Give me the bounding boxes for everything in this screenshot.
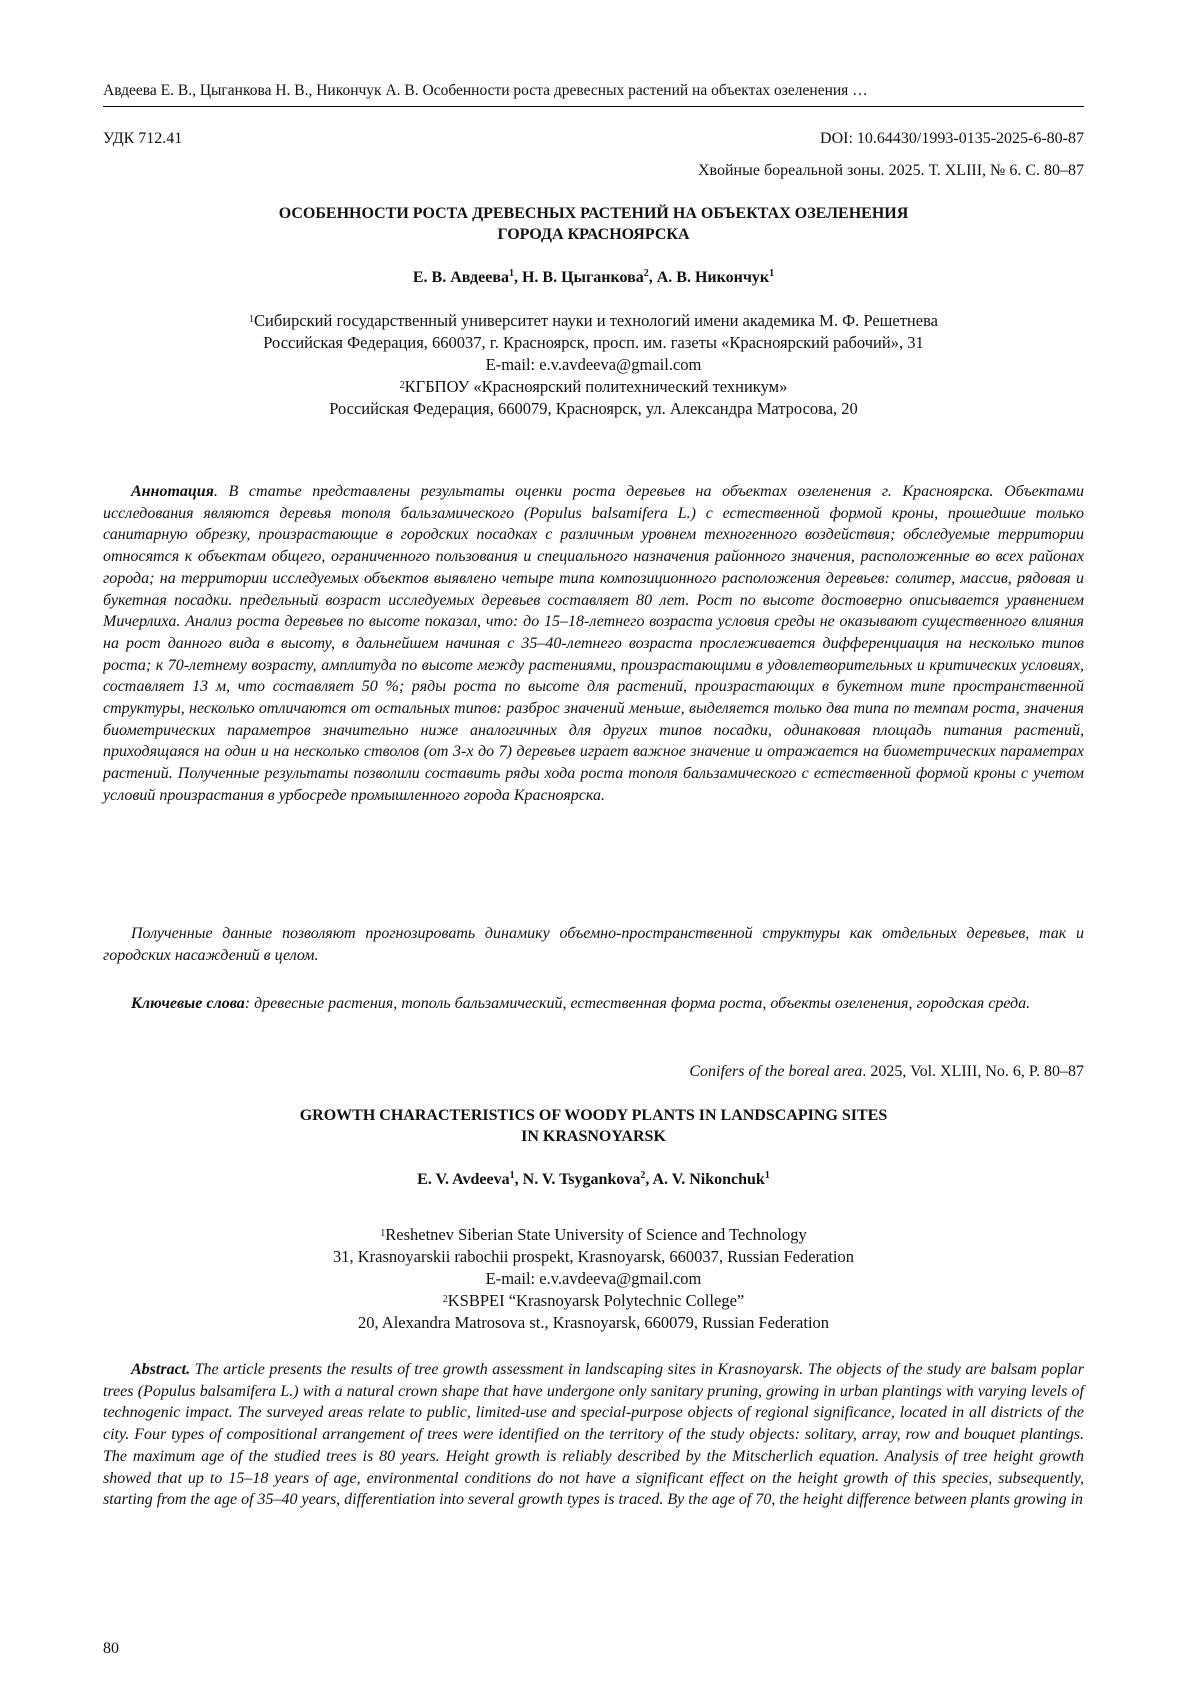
ru-affiliation-1-address: Российская Федерация, 660037, г. Красноярск, просп. им. газеты «Красноярский рабочий», 31 [263,333,924,352]
ru-abstract [103,481,1084,807]
en-author-1: E. V. Avdeeva [417,1171,510,1188]
ru-affil-2-name: КГБПОУ «Красноярский политехнический техникум» [404,377,788,396]
ru-affil-1-name: Сибирский государственный университет науки и технологий имени академика М. Ф. Решетнева [254,311,938,330]
doi[interactable]: DOI: 10.64430/1993-0135-2025-6-80-87 [820,130,1084,147]
ru-author-2-sup: 2 [643,268,649,279]
page-number: 80 [103,1640,119,1657]
en-email[interactable]: E-mail: e.v.avdeeva@gmail.com [485,1269,702,1288]
ru-keywords-text: : древесные растения, тополь бальзамический, естественная форма роста, объекты озеленения, городская среда. [244,995,1031,1012]
ru-author-3-sup: 1 [769,268,775,279]
ru-author-3: А. В. Никончук [656,269,770,286]
ru-email[interactable]: E-mail: e.v.avdeeva@gmail.com [485,355,702,374]
ru-title-line-1: ОСОБЕННОСТИ РОСТА ДРЕВЕСНЫХ РАСТЕНИЙ НА ОБЪЕКТАХ ОЗЕЛЕНЕНИЯ [278,205,909,222]
ru-affiliation-1 [103,310,1084,332]
en-author-1-sup: 1 [509,1170,515,1181]
ru-abstract-text: . В статье представлены результаты оценки роста деревьев на объектах озеленения г. Красноярска. Объектами исследования являются деревья тополя бальзамического (Populus balsamifera L.) с естественной формой кроны, прошедшие только санитарную обрезку, произрастающие в городских посадках с различным уровнем техногенного воздействия; обследуемые территории относятся к объектам общего, ограниченного пользования и специального назначения районного значения, расположенные во всех районах города; на территории исследуемых объектов выявлено четыре типа композиционного расположения деревьев: солитер, массив, рядовая и букетная посадки. предельный возраст исследуемых деревьев составляет 80 лет. Рост по высоте достоверно описывается уравнением Мичерлиха. Анализ роста деревьев по высоте показал, что: до 15–18-летнего возраста условия среды не оказывают существенного влияния на рост данного вида в высоту, в дальнейшем начиная с 35–40-летнего возраста прослеживается дифференциация на несколько типов роста; к 70-летнему возрасту, амплитуда по высоте между растениями, произрастающими в удовлетворительных и критических условиях, составляет 13 м, что составляет 50 %; ряды роста по высоте для растений, произрастающих в букетном типе пространственной структуры, несколько отличаются от остальных типов: разброс значений меньше, выделяется только два типа по темпам роста, значения биометрических параметров значительно ниже аналогичных для других типов посадки, одинаковая площадь питания растений, приходящаяся на один и на несколько стволов (от 3-х до 7) деревьев играет важное значение и отражается на биометрических параметрах растений. Полученные результаты позволили составить ряды хода роста тополя бальзамического с естественной формой кроны с учетом условий произрастания в урбосреде промышленного города Красноярска. [103,483,1084,804]
en-affil-2-sup: 2 [442,1294,448,1305]
ru-title-line-2: ГОРОДА КРАСНОЯРСКА [497,226,690,243]
en-author-3-sup: 1 [764,1170,770,1181]
en-affil-2-name: KSBPEI “Krasnoyarsk Polytechnic College” [447,1291,745,1310]
en-title-line-1: GROWTH CHARACTERISTICS OF WOODY PLANTS IN LANDSCAPING SITES [299,1107,888,1124]
ru-citation: Хвойные бореальной зоны. 2025. Т. XLIII, № 6. С. 80–87 [697,162,1084,179]
en-affil-1-name: Reshetnev Siberian State University of Science and Technology [385,1225,807,1244]
en-citation-rest: . 2025, Vol. XLIII, No. 6, P. 80–87 [862,1063,1084,1080]
en-author-2: N. V. Tsygankova [522,1171,641,1188]
en-abstract-text: The article presents the results of tree growth assessment in landscaping sites in Krasnoyarsk. The objects of the study are balsam poplar trees (Populus balsamifera L.) with a natural crown shape that have undergone only sanitary pruning, growing in urban plantings with varying levels of technogenic impact. The surveyed areas relate to public, limited-use and special-purpose objects of regional significance, located in all districts of the city. Four types of compositional arrangement of trees were identified on the territory of the study objects: solitary, array, row and bouquet plantings. The maximum age of the studied trees is 80 years. Height growth is reliably described by the Mitscherlich equation. Analysis of tree height growth showed that up to 15–18 years of age, environmental conditions do not have a significant effect on the height growth of this species, subsequently, starting from the age of 35–40 years, differentiation into several growth types is traced. By the age of 70, the height difference between plants growing in [103,1361,1084,1509]
en-abstract [103,1359,1084,1511]
en-affiliation-1-address: 31, Krasnoyarskii rabochii prospekt, Krasnoyarsk, 660037, Russian Federation [332,1247,855,1266]
en-title-line-2: IN KRASNOYARSK [521,1128,666,1145]
ru-keywords [103,993,1084,1015]
udk-code: УДК 712.41 [103,130,183,147]
en-citation-journal: Conifers of the boreal area [689,1063,863,1080]
ru-author-2: Н. В. Цыганкова [521,269,644,286]
ru-affiliation-2 [103,376,1084,398]
ru-authors: Е. В. Авдеева$^1$, Н. В. Цыганкова$^2$, А. В. Никончук$^1$ [412,268,775,286]
en-authors: E. V. Avdeeva$^1$, N. V. Tsygankova$^2$, A. V. Nikonchuk$^1$ [417,1170,770,1188]
en-affil-1-sup: 1 [380,1228,386,1239]
ru-affiliations [103,310,1084,420]
ru-author-1: Е. В. Авдеева [412,269,509,286]
en-affiliation-1 [103,1224,1084,1246]
en-affiliations [103,1224,1084,1334]
ru-abstract-paragraph-2: Полученные данные позволяют прогнозировать динамику объемно-пространственной структуры как отдельных деревьев, так и городских насаждений в целом. [103,925,1084,964]
en-affiliation-2-address: 20, Alexandra Matrosova st., Krasnoyarsk, 660079, Russian Federation [357,1313,830,1332]
en-author-2-sup: 2 [640,1170,646,1181]
en-abstract-label: Abstract. [131,1361,191,1378]
en-citation [103,1063,1084,1081]
ru-author-1-sup: 1 [508,268,514,279]
en-affiliation-2 [103,1290,1084,1312]
en-author-3: A. V. Nikonchuk [652,1171,765,1188]
ru-abstract-label: Аннотация [131,483,214,500]
running-head: Авдеева Е. В., Цыганкова Н. В., Никончук А. В. Особенности роста древесных растений на объектах озеленения … [103,82,1084,107]
ru-title [103,203,1084,245]
ru-affil-1-sup: 1 [249,314,255,325]
ru-keywords-label: Ключевые слова [131,995,245,1012]
ru-affil-2-sup: 2 [399,380,405,391]
ru-affiliation-2-address: Российская Федерация, 660079, Красноярск, ул. Александра Матросова, 20 [329,399,858,418]
en-title [103,1105,1084,1147]
